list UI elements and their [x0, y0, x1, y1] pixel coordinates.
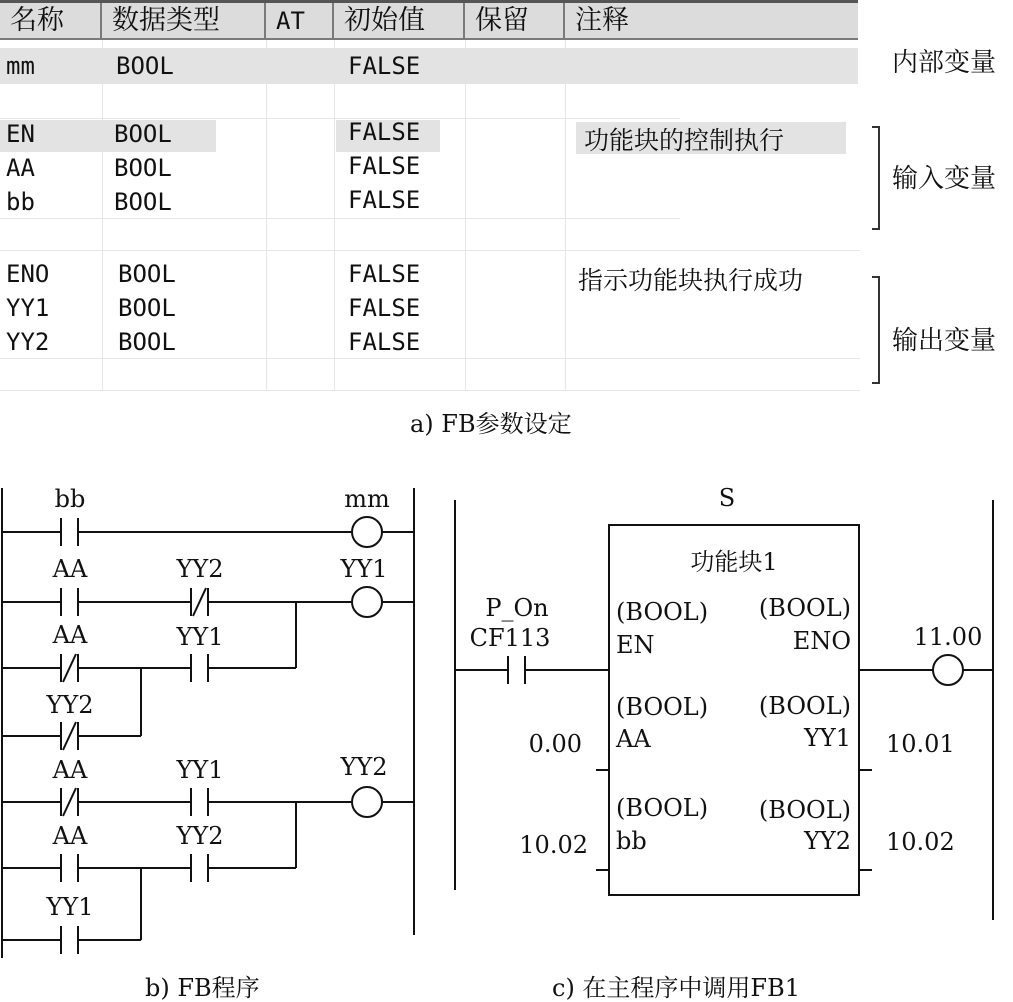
- label-input-variables: 输入变量: [892, 164, 997, 194]
- pin-name: AA: [616, 725, 651, 753]
- coil-label: YY1: [340, 555, 388, 583]
- header-initial-value: 初始值: [334, 2, 465, 40]
- pin-type: (BOOL): [758, 796, 851, 824]
- pin-name: EN: [616, 631, 655, 659]
- contact-label: AA: [52, 822, 88, 850]
- rung-3: [2, 787, 414, 954]
- instance-label: S: [718, 484, 736, 512]
- cell-name: YY2: [6, 328, 50, 356]
- cell-type: BOOL: [114, 154, 172, 182]
- contact-label: AA: [52, 756, 88, 784]
- contact-label: bb: [54, 485, 86, 513]
- pin-address: 10.01: [886, 730, 955, 758]
- cell-init: FALSE: [348, 260, 421, 288]
- pin-address: 0.00: [528, 730, 582, 758]
- cell-type: BOOL: [118, 260, 176, 288]
- contact-label: CF113: [469, 624, 551, 652]
- pin-name: ENO: [792, 627, 851, 655]
- header-retain: 保留: [465, 2, 565, 40]
- pin-type: (BOOL): [616, 794, 709, 822]
- cell-name: YY1: [6, 294, 50, 322]
- rung-1: [2, 517, 414, 547]
- cell-name: bb: [6, 188, 35, 216]
- cell-type: BOOL: [114, 120, 172, 148]
- output-coil-label: 11.00: [913, 623, 983, 651]
- rung-2: [2, 587, 414, 750]
- cell-type: BOOL: [114, 188, 172, 216]
- contact-label: AA: [52, 621, 88, 649]
- cell-init: FALSE: [348, 52, 421, 80]
- caption-c: c) 在主程序中调用FB1: [552, 974, 800, 1002]
- label-internal-variables: 内部变量: [892, 48, 997, 78]
- cell-type: BOOL: [116, 52, 174, 80]
- pin-address: 10.02: [519, 831, 588, 859]
- pin-type: (BOOL): [758, 594, 851, 622]
- cell-name: mm: [6, 52, 35, 80]
- contact-label: AA: [52, 555, 88, 583]
- caption-b: b) FB程序: [145, 974, 260, 1002]
- header-name: 名称: [0, 2, 102, 40]
- contact-label: P_On: [485, 594, 549, 622]
- cell-name: AA: [6, 154, 35, 182]
- pin-address: 10.02: [886, 828, 955, 856]
- contact-label: YY1: [176, 623, 224, 651]
- header-data-type: 数据类型: [102, 2, 266, 40]
- cell-name: ENO: [6, 260, 50, 288]
- cell-type: BOOL: [118, 294, 176, 322]
- coil-label: mm: [344, 485, 390, 513]
- block-title: 功能块1: [690, 548, 778, 576]
- cell-init: FALSE: [348, 152, 421, 180]
- pin-name: bb: [616, 827, 647, 855]
- coil-label: YY2: [340, 753, 388, 781]
- cell-name: EN: [6, 120, 35, 148]
- header-at: AT: [266, 2, 334, 40]
- pin-type: (BOOL): [758, 692, 851, 720]
- contact-label: YY2: [176, 822, 224, 850]
- cell-type: BOOL: [118, 328, 176, 356]
- contact-label: YY1: [46, 893, 94, 921]
- cell-init: FALSE: [348, 294, 421, 322]
- pin-name: YY2: [804, 827, 851, 855]
- cell-comment: 功能块的控制执行: [584, 126, 785, 155]
- header-comment: 注释: [565, 2, 858, 40]
- cell-init: FALSE: [348, 186, 421, 214]
- cell-comment: 指示功能块执行成功: [578, 266, 804, 295]
- contact-label: YY2: [176, 555, 224, 583]
- label-output-variables: 输出变量: [892, 326, 997, 356]
- pin-type: (BOOL): [616, 693, 709, 721]
- pin-type: (BOOL): [616, 598, 709, 626]
- contact-label: YY1: [176, 756, 224, 784]
- cell-init: FALSE: [348, 118, 421, 146]
- contact-label: YY2: [46, 691, 94, 719]
- cell-init: FALSE: [348, 328, 421, 356]
- caption-a: a) FB参数设定: [410, 410, 572, 438]
- pin-name: YY1: [804, 724, 851, 752]
